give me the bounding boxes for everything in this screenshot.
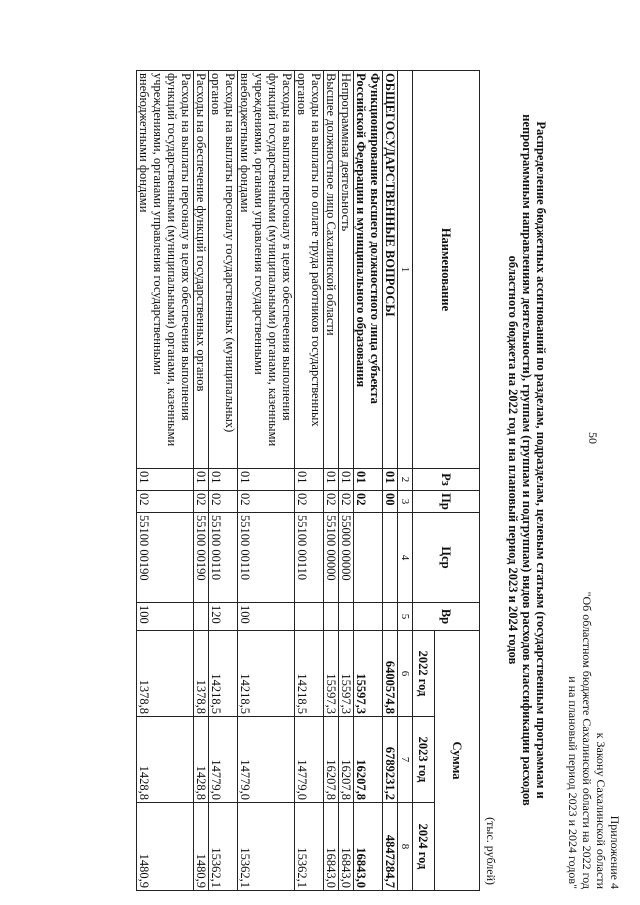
- header-pr: Пр: [413, 491, 480, 513]
- row-pr: 02: [354, 491, 383, 513]
- row-name: Расходы на обеспечение функций государственных органов: [194, 71, 209, 469]
- row-csr: [383, 513, 398, 603]
- header-sum: Сумма: [435, 631, 480, 891]
- row-csr: 55100 00110: [295, 513, 324, 603]
- row-pr: 02: [209, 491, 238, 513]
- row-csr: 55100 00110: [238, 513, 295, 603]
- appendix-line: и на плановый период 2023 и 2024 годов": [566, 676, 580, 889]
- header-2022: 2022 год: [413, 631, 435, 717]
- row-amount-2022: 15597,3: [324, 631, 339, 717]
- title-line: областного бюджета на 2022 год и на плановый период 2023 и 2024 годов: [506, 255, 520, 665]
- row-vr: [324, 603, 339, 631]
- row-name: Функционирование высшего должностного лица субъекта Российской Федерации и муниципального образования: [354, 71, 383, 469]
- column-number: 3: [398, 491, 413, 513]
- row-name: Расходы на выплаты персоналу государственных (муниципальных) органов: [209, 71, 238, 469]
- row-csr: 55100 00000: [324, 513, 339, 603]
- column-number: 4: [398, 513, 413, 603]
- row-rz: 01: [194, 469, 209, 491]
- row-amount-2022: 15597,3: [354, 631, 383, 717]
- row-amount-2022: 14218,5: [238, 631, 295, 717]
- row-name: ОБЩЕГОСУДАРСТВЕННЫЕ ВОПРОСЫ: [383, 71, 398, 469]
- row-pr: 02: [194, 491, 209, 513]
- row-amount-2023: 16207,8: [354, 717, 383, 803]
- row-amount-2023: 16207,8: [324, 717, 339, 803]
- row-amount-2023: 16207,8: [339, 717, 354, 803]
- column-number: 7: [398, 717, 413, 803]
- row-vr: 120: [209, 603, 238, 631]
- column-number-row: [398, 71, 413, 891]
- row-pr: 02: [137, 491, 194, 513]
- header-csr: Цср: [413, 513, 480, 603]
- row-amount-2024: 15362,1: [238, 803, 295, 891]
- row-amount-2023: 14779,0: [238, 717, 295, 803]
- row-amount-2022: 1378,8: [194, 631, 209, 717]
- row-pr: 02: [295, 491, 324, 513]
- row-pr: 02: [324, 491, 339, 513]
- row-amount-2023: 14779,0: [209, 717, 238, 803]
- row-vr: [383, 603, 398, 631]
- row-amount-2024: 1480,9: [194, 803, 209, 891]
- appendix-line: "Об областном бюджете Сахалинской области на 2022 год: [580, 591, 594, 889]
- row-rz: 01: [383, 469, 398, 491]
- table-row: [295, 71, 324, 891]
- row-csr: 55100 00190: [137, 513, 194, 603]
- column-number: 5: [398, 603, 413, 631]
- header-vr: Вр: [413, 603, 480, 631]
- row-pr: 02: [339, 491, 354, 513]
- header-name: Наименование: [413, 71, 480, 469]
- row-vr: 100: [238, 603, 295, 631]
- row-name: Высшее должностное лицо Сахалинской области: [324, 71, 339, 469]
- row-rz: 01: [324, 469, 339, 491]
- row-amount-2024: 4847284,7: [383, 803, 398, 891]
- row-name: Непрограммная деятельность: [339, 71, 354, 469]
- appendix-reference: [566, 469, 622, 889]
- table-row: [194, 71, 209, 891]
- row-amount-2022: 6400574,8: [383, 631, 398, 717]
- row-rz: 01: [137, 469, 194, 491]
- row-csr: 55100 00190: [194, 513, 209, 603]
- row-amount-2022: 15597,3: [339, 631, 354, 717]
- budget-table: [136, 70, 480, 891]
- row-vr: [194, 603, 209, 631]
- row-amount-2023: 1428,8: [137, 717, 194, 803]
- appendix-line: Приложение 4: [608, 815, 622, 889]
- row-pr: 02: [238, 491, 295, 513]
- row-rz: 01: [295, 469, 324, 491]
- column-number: 8: [398, 803, 413, 891]
- header-2024: 2024 год: [413, 803, 435, 891]
- title-line: Распределение бюджетных ассигнований по разделам, подразделам, целевым статьям (государственным программам и: [534, 121, 548, 799]
- row-pr: 00: [383, 491, 398, 513]
- column-number: 6: [398, 631, 413, 717]
- page-number: 50: [586, 432, 600, 444]
- header-rz: Рз: [413, 469, 480, 491]
- row-amount-2023: 14779,0: [295, 717, 324, 803]
- row-name: Расходы на выплаты персоналу в целях обеспечения выполнения функций государственными (муниципальными) органами, казенными учреждениями, органами управления государственными внебюджетными фондами: [137, 71, 194, 469]
- table-row: [383, 71, 398, 891]
- column-number: 2: [398, 469, 413, 491]
- table-header-row: [435, 71, 480, 891]
- appendix-line: к Закону Сахалинской области: [594, 732, 608, 889]
- row-rz: 01: [238, 469, 295, 491]
- document-title: [506, 60, 548, 860]
- row-vr: [354, 603, 383, 631]
- column-number: 1: [398, 71, 413, 469]
- row-rz: 01: [339, 469, 354, 491]
- row-amount-2022: 1378,8: [137, 631, 194, 717]
- table-row: [354, 71, 383, 891]
- units-label: (тыс. рублей): [484, 817, 498, 885]
- table-row: [137, 71, 194, 891]
- table-body: [137, 71, 398, 891]
- row-rz: 01: [354, 469, 383, 491]
- row-name: Расходы на выплаты персоналу в целях обеспечения выполнения функций государственными (муниципальными) органами, казенными учреждениями, органами управления государственными внебюджетными фондами: [238, 71, 295, 469]
- row-vr: 100: [137, 603, 194, 631]
- row-amount-2024: 16843,0: [324, 803, 339, 891]
- row-amount-2024: 16843,0: [339, 803, 354, 891]
- row-vr: [295, 603, 324, 631]
- row-amount-2022: 14218,5: [295, 631, 324, 717]
- row-csr: 55100 00110: [209, 513, 238, 603]
- row-amount-2024: 1480,9: [137, 803, 194, 891]
- row-csr: [354, 513, 383, 603]
- row-csr: 55000 00000: [339, 513, 354, 603]
- table-row: [339, 71, 354, 891]
- table-row: [324, 71, 339, 891]
- row-amount-2023: 6789231,2: [383, 717, 398, 803]
- row-name: Расходы на выплаты по оплате труда работников государственных органов: [295, 71, 324, 469]
- row-vr: [339, 603, 354, 631]
- row-amount-2024: 15362,1: [295, 803, 324, 891]
- row-rz: 01: [209, 469, 238, 491]
- table-row: [238, 71, 295, 891]
- row-amount-2022: 14218,5: [209, 631, 238, 717]
- row-amount-2023: 1428,8: [194, 717, 209, 803]
- header-2023: 2023 год: [413, 717, 435, 803]
- row-amount-2024: 15362,1: [209, 803, 238, 891]
- row-amount-2024: 16843,0: [354, 803, 383, 891]
- table-row: [209, 71, 238, 891]
- title-line: непрограммным направлениям деятельности), группам (группам и подгруппам) видов расходов классификации расходов: [520, 114, 534, 806]
